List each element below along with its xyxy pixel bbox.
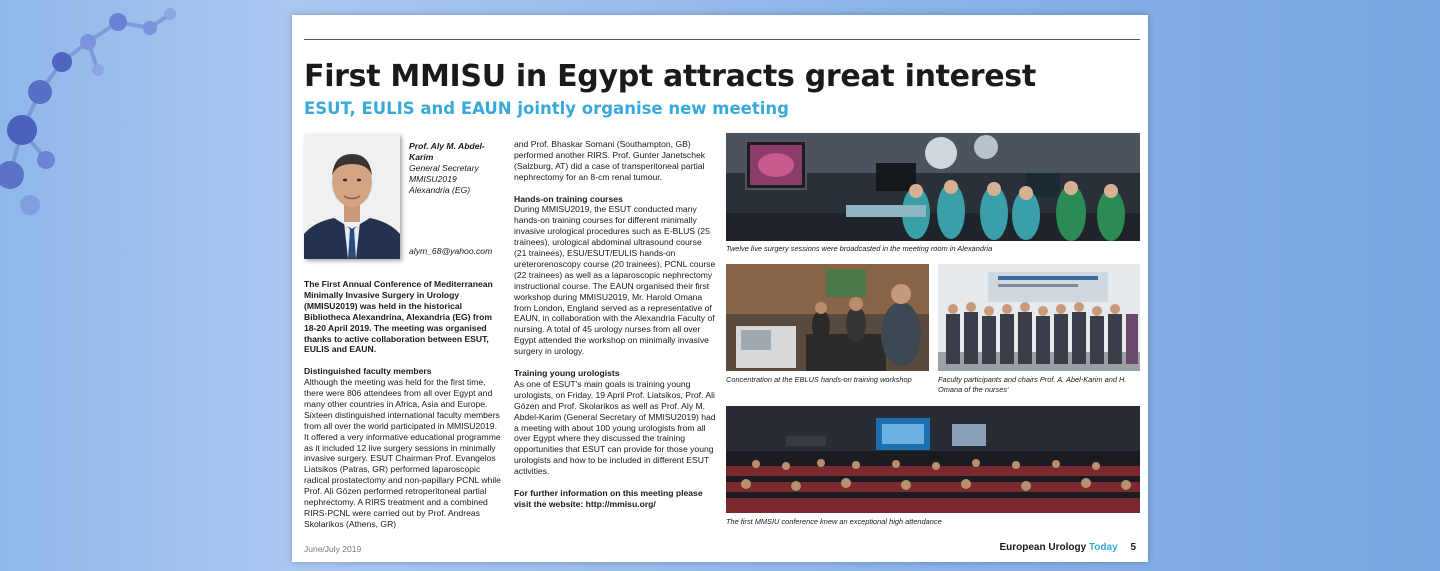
publication-footer xyxy=(999,542,1136,553)
section-heading-young-urologists: Training young urologists xyxy=(514,368,620,378)
section-heading-faculty: Distinguished faculty members xyxy=(304,366,432,377)
magazine-page xyxy=(292,15,1148,562)
caption-photo-1: Twelve live surgery sessions were broadcasted in the meeting room in Alexandria xyxy=(726,244,993,253)
section-heading-hands-on: Hands-on training courses xyxy=(514,193,623,204)
page-number: 5 xyxy=(1130,542,1136,553)
further-info: For further information on this meeting please visit the website: http://mmisu.org/ xyxy=(514,487,703,509)
author-role: General Secretary xyxy=(409,162,479,173)
article-subtitle: ESUT, EULIS and EAUN jointly organise new meeting xyxy=(304,99,789,118)
young-urologists-paragraph: As one of ESUT's main goals is training young urologists, on Friday, 19 April Prof. Liatsikos, Prof. Ali Gözen and Prof. Skolarikos as well as Prof. Aly M. Abdel-Karim (General Secretary of MMISU2019) had a meeting with about 100 young urologists from all over Egypt where they discussed the training opportunities that ESUT can provide for those young urologists and how to be included in different ESUT activities. xyxy=(514,378,716,477)
issue-date: June/July 2019 xyxy=(304,544,362,554)
author-location: Alexandria (EG) xyxy=(409,184,471,195)
caption-photo-2: Concentration at the EBLUS hands-on training workshop xyxy=(726,375,912,384)
faculty-paragraph: Although the meeting was held for the first time, there were 806 attendees from all over Egypt and many other countries in Africa, Asia and Europe. Sixteen distinguished international faculty members from all over the world participated in MMISU2019. It offered a very informative educational programme as it included 12 live surgery sessions in minimally invasive surgery. ESUT Chairman Prof. Evangelos Liatsikos (Patras, GR) performed laparoscopic radical prostatectomy and non-papillary PCNL while Prof. Ali Gözen performed retroperitoneal partial nephrectomy. A RIRS treatment and a combined RIRS-PCNL were carried out by Prof. Andreas Skolarikos (Athens, GR) xyxy=(304,377,501,529)
publication-name-highlight: Today xyxy=(1088,542,1118,553)
text-column-2 xyxy=(514,139,716,521)
continuation-paragraph: and Prof. Bhaskar Somani (Southampton, GB) performed another RIRS. Prof. Gunter Janetschek (Salzburg, AT) did a case of transperitoneal partial nephrectomy for an 8-cm renal tumour. xyxy=(514,139,706,182)
author-portrait-photo xyxy=(304,134,400,259)
publication-name: European Urology xyxy=(999,542,1087,553)
auditorium-photo xyxy=(726,406,1140,513)
molecule-decoration xyxy=(0,0,300,260)
workshop-photo xyxy=(726,264,929,371)
author-email[interactable]: alym_68@yahoo.com xyxy=(409,246,493,256)
caption-photo-4: The first MMSIU conference knew an exceptional high attendance xyxy=(726,517,942,526)
top-rule xyxy=(304,39,1140,40)
hands-on-paragraph: During MMISU2019, the ESUT conducted many hands-on training courses for different minimally invasive urological procedures such as E-BLUS (25 trainees), urological abdominal ultrasound course (21 trainees), ESU/ESUT/EULIS hands-on ureterorenoscopy course (20 trainees), PCNL course (22 trainees) as well as a laparoscopic nephrectomy instructional course. The EAUN organised their first workshop during MMISU2019, Mr. Harold Omana from London, England served as a representative of EAUN, in collaboration with the Alexandria Faculty of nursing. A total of 45 urology nurses from all over Egypt attended the workshop on minimally invasive surgery in urology. xyxy=(514,204,716,357)
article-title: First MMISU in Egypt attracts great interest xyxy=(304,59,1036,94)
faculty-group-photo xyxy=(938,264,1140,371)
intro-paragraph: The First Annual Conference of Mediterranean Minimally Invasive Surgery in Urology (MMISU2019) was held in the historical Bibliotheca Alexandrina, Alexandria (EG) from 18-20 April 2019. The meeting was organised thanks to active collaboration between ESUT, EULIS and EAUN. xyxy=(304,279,493,355)
author-info xyxy=(409,141,494,196)
author-name: Prof. Aly M. Abdel-Karim xyxy=(409,141,485,162)
caption-photo-3: Faculty participants and chairs Prof. A. Abel-Karim and H. Omana of the nurses' xyxy=(938,375,1127,394)
text-column-1 xyxy=(304,279,504,541)
operating-room-photo xyxy=(726,133,1140,241)
author-event: MMISU2019 xyxy=(409,173,457,184)
